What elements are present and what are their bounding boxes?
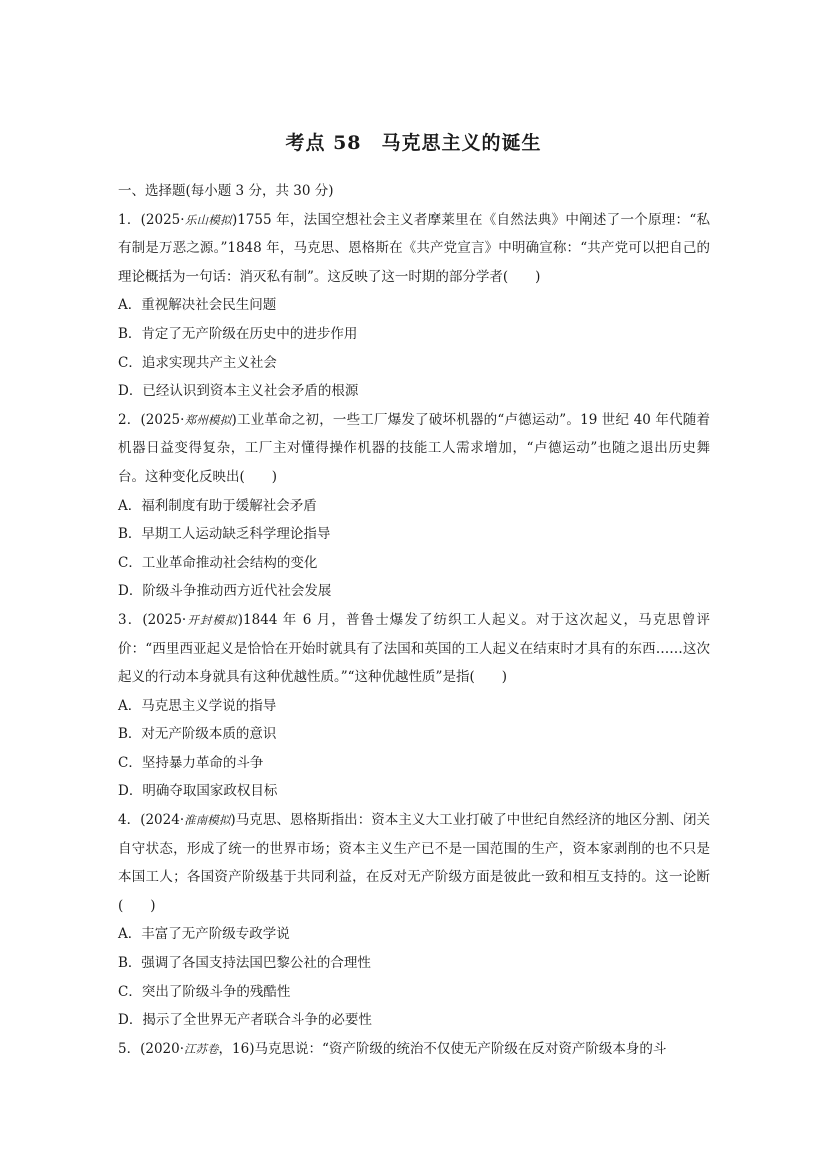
question-stem xyxy=(118,1035,710,1064)
source-open: (2025· xyxy=(140,211,185,228)
answer-option[interactable]: A．丰富了无产阶级专政学说 xyxy=(118,926,290,943)
source-open: (2025· xyxy=(140,411,185,428)
answer-option[interactable]: D．揭示了全世界无产者联合斗争的必要性 xyxy=(118,1012,372,1029)
question-text: 马克思、恩格斯指出：资本主义大工业打破了中世纪自然经济的地区分割、闭关自守状态，形成了统一的世界市场；资本主义生产已不是一国范围的生产，资本家剥削的也不只是本国工人；各国资产阶级基于共同利益，在反对无产阶级方面是彼此一致和相互支持的。这一论断( ) xyxy=(118,812,711,914)
question-stem xyxy=(118,806,710,920)
answer-option[interactable]: A．马克思主义学说的指导 xyxy=(118,697,277,714)
answer-option[interactable]: D．明确夺取国家政权目标 xyxy=(118,783,278,800)
answer-option[interactable]: B．对无产阶级本质的意识 xyxy=(118,726,277,743)
answer-option[interactable]: A．福利制度有助于缓解社会矛盾 xyxy=(118,497,317,514)
source-name: 乐山模拟 xyxy=(184,212,232,227)
question-stem xyxy=(118,206,710,292)
source-name: 江苏卷 xyxy=(184,1041,219,1056)
page-title: 考点 58 马克思主义的诞生 xyxy=(285,132,542,154)
question-text: 工业革命之初，一些工厂爆发了破坏机器的“卢德运动”。19 世纪 40 年代随着机器日益变得复杂，工厂主对懂得操作机器的技能工人需求增加，“卢德运动”也随之退出历史舞台。这种变化反映出( ) xyxy=(118,411,710,485)
question-list xyxy=(118,177,710,1063)
answer-option[interactable]: C．工业革命推动社会结构的变化 xyxy=(118,554,318,571)
source-name: 开封模拟 xyxy=(186,612,238,627)
question-number: 1． xyxy=(118,211,141,228)
answer-option[interactable]: D．已经认识到资本主义社会矛盾的根源 xyxy=(118,383,359,400)
question-5 xyxy=(118,1035,710,1064)
question-2 xyxy=(118,406,710,606)
question-text: 马克思说：“资产阶级的统治不仅使无产阶级在反对资产阶级本身的斗 xyxy=(254,1040,667,1057)
answer-option[interactable]: B．肯定了无产阶级在历史中的进步作用 xyxy=(118,325,358,342)
source-close: ，16) xyxy=(218,1040,255,1057)
question-stem xyxy=(118,406,710,492)
source-close: ) xyxy=(231,211,238,228)
question-3 xyxy=(118,606,710,806)
source-close: ) xyxy=(231,411,237,428)
answer-option[interactable]: D．阶级斗争推动西方近代社会发展 xyxy=(118,583,332,600)
question-text: 1755 年，法国空想社会主义者摩莱里在《自然法典》中阐述了一个原理：“私有制是万恶之源。”1848 年，马克思、恩格斯在《共产党宣言》中明确宣称：“共产党可以把自己的理论概括为一句话：消灭私有制”。这反映了这一时期的部分学者( ) xyxy=(118,211,710,285)
answer-option[interactable]: C．坚持暴力革命的斗争 xyxy=(118,754,264,771)
answer-option[interactable]: C．突出了阶级斗争的残酷性 xyxy=(118,983,291,1000)
question-text: 1844 年 6 月，普鲁士爆发了纺织工人起义。对于这次起义，马克思曾评价：“西里西亚起义是恰恰在开始时就具有了法国和英国的工人起义在结束时才具有的东西……这次起义的行动本身就具有这种优越性质。”“这种优越性质”是指( ) xyxy=(118,611,711,686)
question-number: 2． xyxy=(118,411,141,428)
question-number: 5． xyxy=(118,1040,141,1057)
questions-container xyxy=(118,206,710,1064)
source-close: ) xyxy=(230,812,236,829)
source-open: (2025· xyxy=(142,611,187,628)
source-name: 郑州模拟 xyxy=(184,412,232,427)
section-heading: 一、选择题(每小题 3 分，共 30 分) xyxy=(118,183,334,199)
question-number: 3． xyxy=(118,611,143,628)
source-name: 淮南模拟 xyxy=(184,813,231,828)
source-close: ) xyxy=(237,611,244,628)
source-open: (2024· xyxy=(140,812,185,829)
question-4 xyxy=(118,806,710,1035)
answer-option[interactable]: C．追求实现共产主义社会 xyxy=(118,354,277,371)
answer-option[interactable]: B．强调了各国支持法国巴黎公社的合理性 xyxy=(118,955,371,972)
question-number: 4． xyxy=(118,812,141,829)
source-open: (2020· xyxy=(140,1040,185,1057)
question-1 xyxy=(118,206,710,406)
answer-option[interactable]: A．重视解决社会民生问题 xyxy=(118,297,277,314)
question-stem xyxy=(118,606,710,692)
answer-option[interactable]: B．早期工人运动缺乏科学理论指导 xyxy=(118,526,331,543)
